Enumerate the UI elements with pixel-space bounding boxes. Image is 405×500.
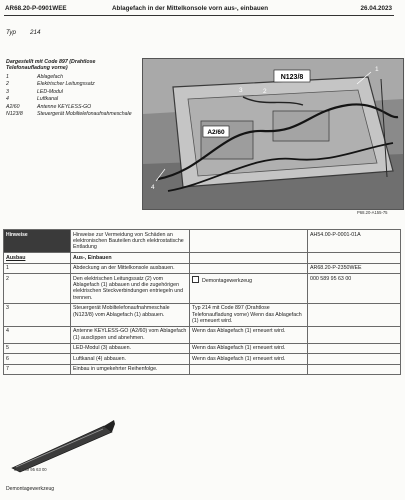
step-ref: [308, 326, 401, 343]
legend-item: 1 Ablagefach: [6, 74, 63, 80]
step-cell: 3: [4, 303, 71, 326]
doc-number: AR68.20-P-0901WEE: [5, 5, 67, 12]
diagram-legend: [6, 74, 142, 124]
step-cell: 5: [4, 343, 71, 353]
table-row: [4, 230, 401, 253]
step-text: Abdeckung an der Mittelkonsole ausbauen.: [71, 263, 190, 273]
legend-item: 4 Luftkanal: [6, 96, 59, 103]
step-cell: Ausbau: [4, 253, 71, 263]
step-text: Aus-, Einbauen: [71, 253, 190, 263]
table-row: [4, 253, 401, 263]
step-text: Luftkanal (4) abbauen.: [71, 354, 190, 364]
step-extra: [190, 230, 308, 253]
legend-item: N123/8 Steuergerät Mobiltelefonaufnahmeschale: [6, 110, 132, 117]
type-line: [6, 29, 41, 36]
step-text: Den elektrischen Leitungssatz (2) vom Ablagefach (1) abbauen und die zugehörigen elektrischen Steckverbindungen entriegeln und trennen.: [71, 274, 190, 304]
component-photo: [142, 58, 404, 210]
callout-2: 2: [263, 88, 267, 95]
console-tray-illustration: [143, 59, 403, 209]
callout-n123-8: N123/8: [280, 74, 304, 81]
step-text: Hinweise zur Vermeidung von Schäden an elektronischen Bauteilen durch elektrostatische Entladung: [71, 230, 190, 253]
type-label: Typ: [6, 29, 17, 36]
step-extra-tool: [190, 274, 308, 304]
step-ref: [308, 253, 401, 263]
step-cell: 7: [4, 364, 71, 374]
callout-3: 3: [239, 87, 243, 94]
doc-date: 26.04.2023: [360, 5, 392, 12]
document-header: [4, 3, 394, 16]
step-text: Steuergerät Mobiltelefonaufnahmeschale (N123/8) vom Ablagefach (1) abbauen.: [71, 303, 190, 326]
disassembly-tool-illustration: [8, 410, 116, 474]
tool-name: Demontagewerkzeug: [202, 277, 253, 284]
callout-1: 1: [375, 66, 379, 73]
callout-a2-60: A2/60: [207, 129, 225, 136]
step-ref: [308, 354, 401, 364]
step-ref: [308, 343, 401, 353]
step-cell: 4: [4, 326, 71, 343]
step-text: Antenne KEYLESS-GO (A2/60) vom Ablagefach (1) ausclippen und abnehmen.: [71, 326, 190, 343]
tool-caption: Demontagewerkzeug: [6, 486, 55, 492]
procedure-table: [3, 229, 401, 375]
step-cell: 2: [4, 274, 71, 304]
step-ref: [308, 303, 401, 326]
type-value: 214: [30, 29, 41, 36]
legend-item: 2 Elektrischer Leitungssatz: [6, 81, 95, 88]
step-extra: [190, 253, 308, 263]
step-extra: [190, 263, 308, 273]
table-row: [4, 303, 401, 326]
step-extra: Wenn das Ablagefach (1) erneuert wird.: [190, 354, 308, 364]
step-extra: Wenn das Ablagefach (1) erneuert wird.: [190, 343, 308, 353]
step-ref[interactable]: AH54.00-P-0001-01A: [308, 230, 401, 253]
table-row: [4, 326, 401, 343]
step-text: LED-Modul (3) abbauen.: [71, 343, 190, 353]
step-ref: [308, 364, 401, 374]
step-extra: Typ 214 mit Code 897 (Drahtlose Telefonaufladung vorne) Wenn das Ablagefach (1) erneuert wird.: [190, 303, 308, 326]
tool-icon: [192, 276, 199, 283]
step-extra: Wenn das Ablagefach (1) erneuert wird.: [190, 326, 308, 343]
table-row: [4, 263, 401, 273]
step-cell: 1: [4, 263, 71, 273]
doc-title: Ablagefach in der Mittelkonsole vorn aus-, einbauen: [112, 5, 269, 12]
table-row: [4, 343, 401, 353]
diagram-title: Dargestellt mit Code 897 (Drahtlose Telefonaufladung vorne): [6, 59, 96, 72]
step-extra: [190, 364, 308, 374]
step-cell: 6: [4, 354, 71, 364]
table-row: [4, 274, 401, 304]
figure-reference: P68.20-A155-75: [357, 210, 388, 215]
step-text: Einbau in umgekehrter Reihenfolge.: [71, 364, 190, 374]
legend-item: 3 LED-Modul: [6, 88, 63, 95]
callout-4: 4: [151, 184, 155, 191]
step-ref[interactable]: AR68.20-P-2350WEE: [308, 263, 401, 273]
legend-item: A2/60 Antenne KEYLESS-GO: [6, 103, 92, 110]
table-row: [4, 354, 401, 364]
step-ref[interactable]: 000 589 95 63 00: [308, 274, 401, 304]
table-row: [4, 364, 401, 374]
tool-number: 000 589 95 63 00: [14, 467, 47, 472]
step-cell: Hinweise: [4, 230, 71, 253]
